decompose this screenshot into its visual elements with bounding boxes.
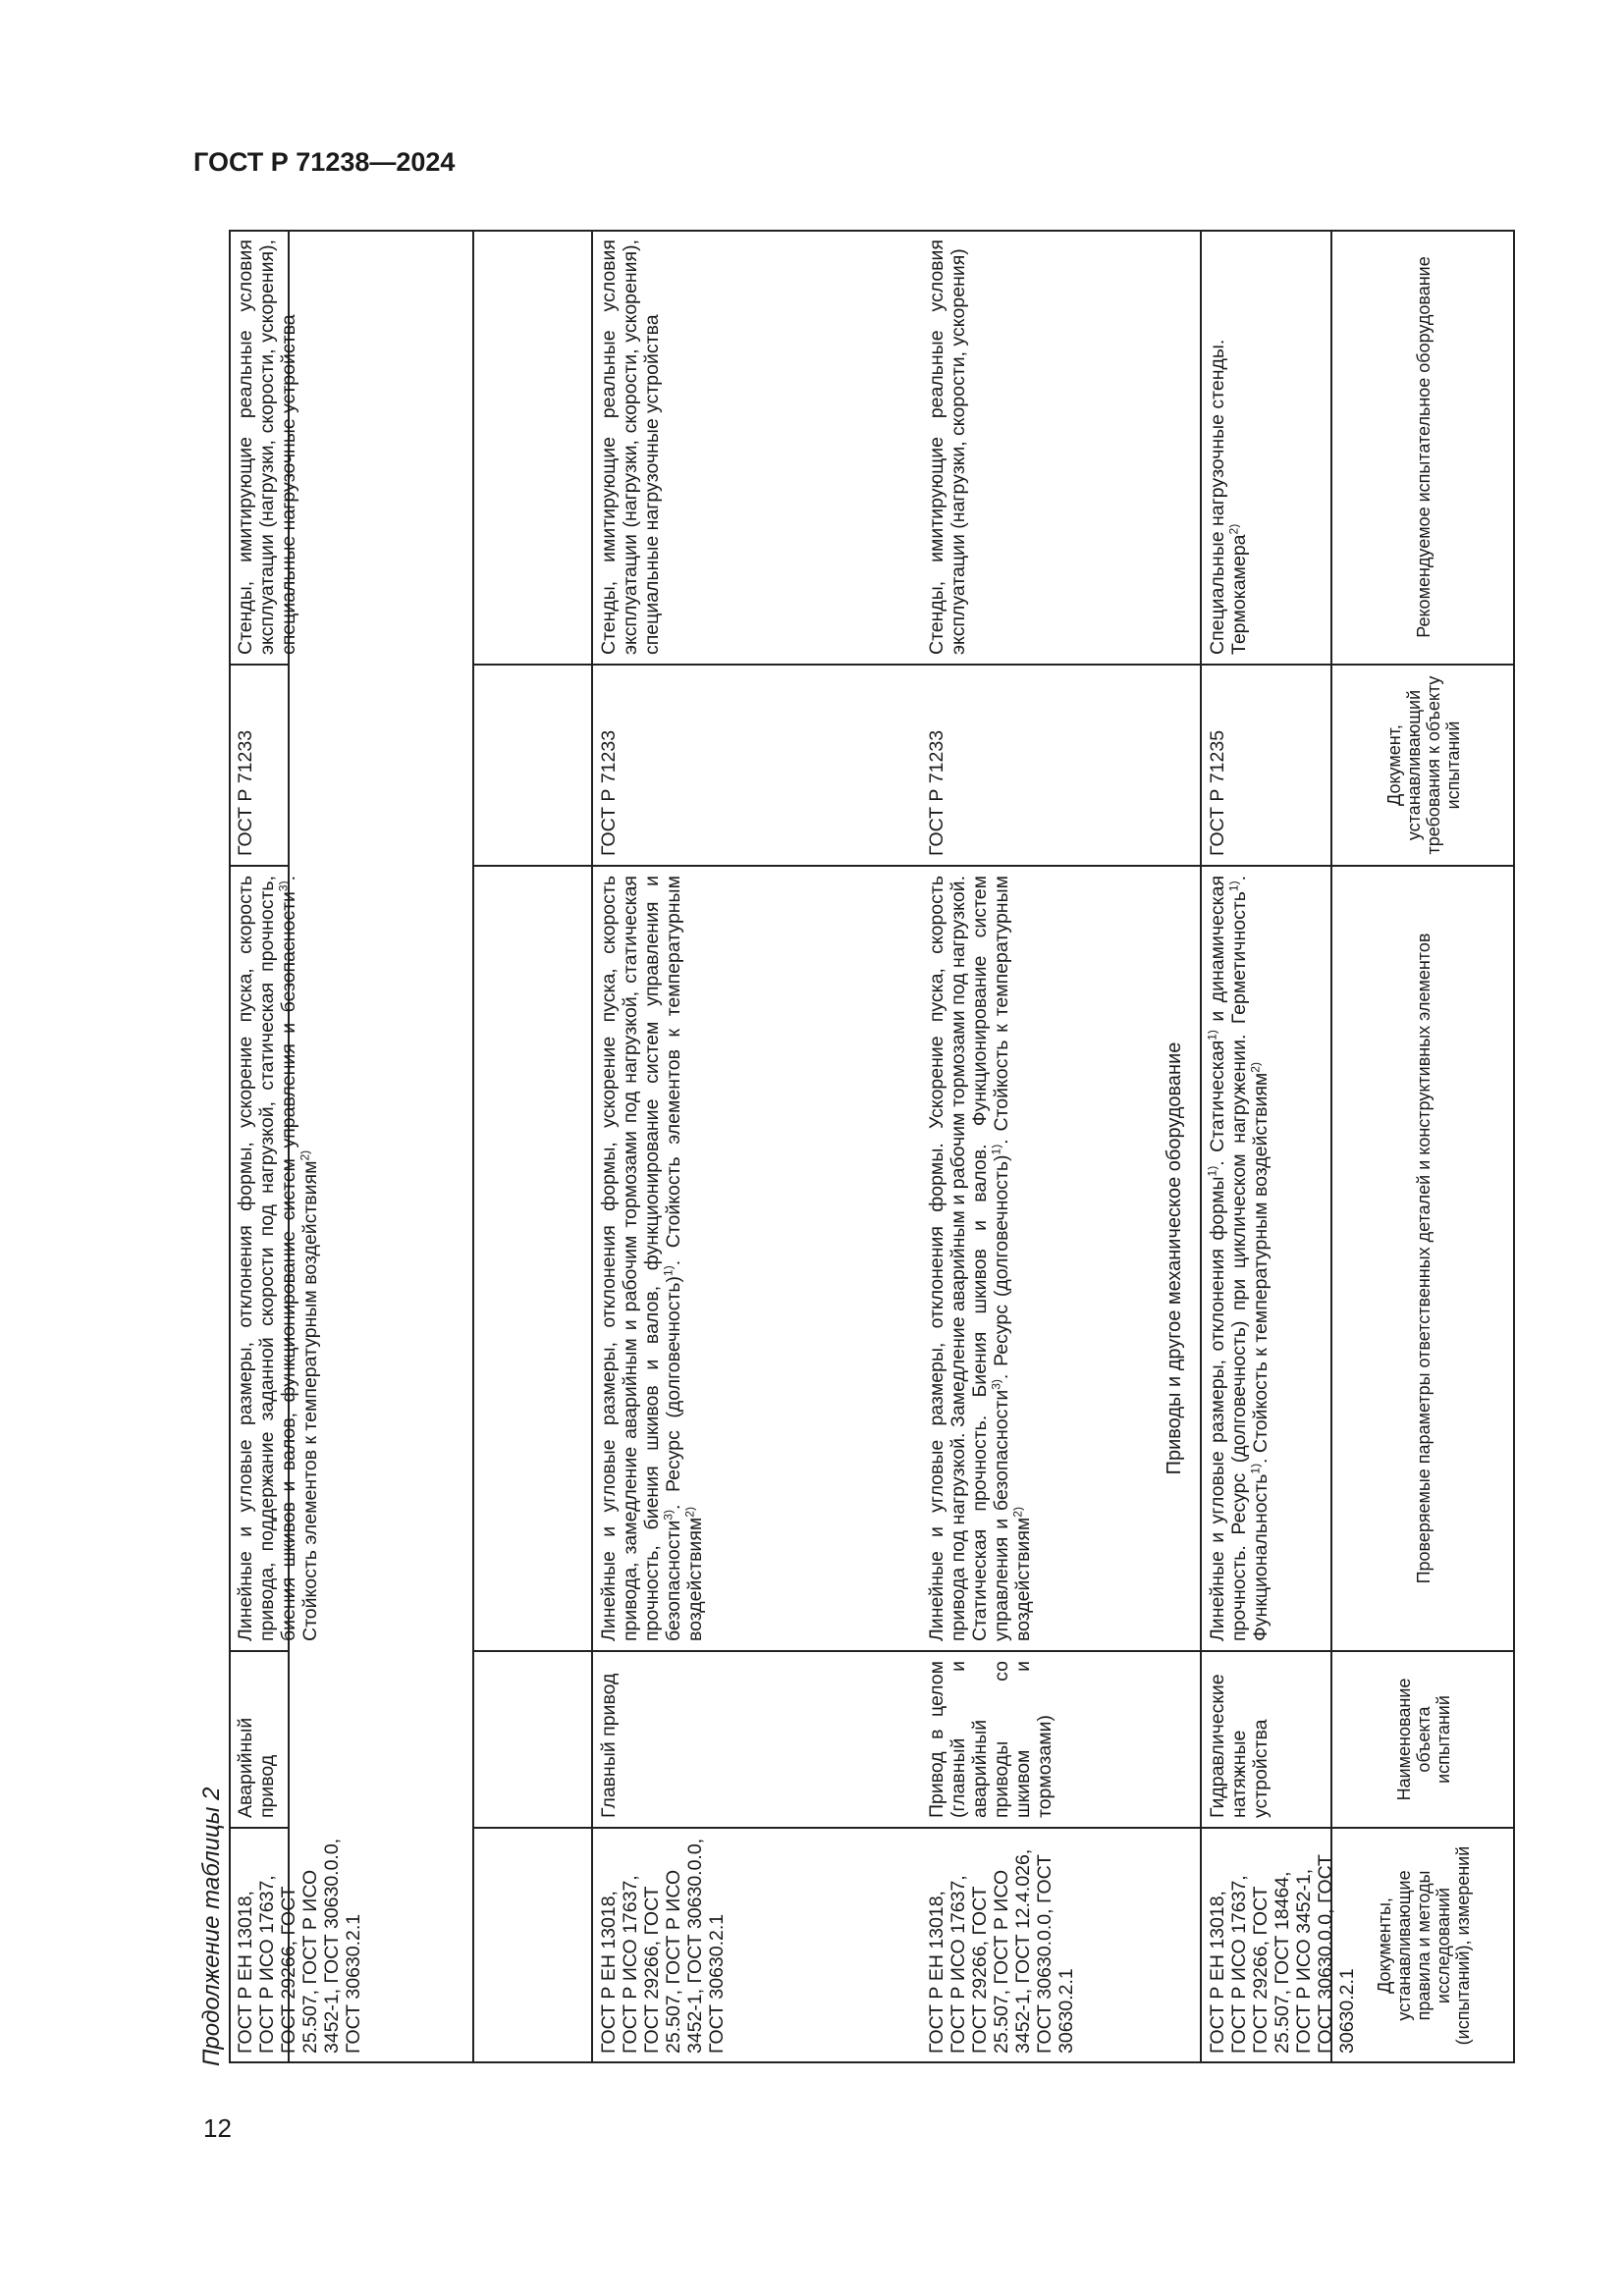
row2-object: Привод в целом (главный и аварийный приводы со шкивом и тормозами) <box>926 1661 1056 1818</box>
header-params-label: Проверяемые параметры ответственных деталей и конструктивных элементов <box>1413 933 1434 1584</box>
row2-docs: ГОСТ Р ЕН 13018, ГОСТ Р ИСО 17637, ГОСТ 29266, ГОСТ 25.507, ГОСТ Р ИСО 3452-1, ГОСТ 12.4.026, ГОСТ 30630.0.0, ГОСТ 30630.2.1 <box>926 1848 1077 2054</box>
table-caption: Продолжение таблицы 2 <box>198 1787 225 2066</box>
footnote-mark: 3) <box>276 881 291 892</box>
footnote-mark: 1) <box>1226 881 1241 892</box>
row2-equipment: Стенды, имитирующие реальные условия эксплуатации (нагрузки, скорости, ускорения) <box>926 240 969 655</box>
header-requirement-label: Документ, устанавливающий требования к объекту испытаний <box>1383 675 1463 855</box>
footnote-mark: 1) <box>1205 1030 1219 1041</box>
footnote-mark: 1) <box>989 1144 1003 1155</box>
header-params <box>1331 866 1515 1651</box>
row3-param-temperature: Стойкость элементов к температурным воздействиям <box>663 876 706 1641</box>
row1-equipment-chamber: Термокамера <box>1228 534 1250 655</box>
footnote-mark: 1) <box>661 1265 676 1276</box>
row1-param-dimensions: Линейные и угловые размеры, отклонения формы <box>1207 1176 1228 1641</box>
rotated-table <box>229 230 1515 2063</box>
row3-requirement: ГОСТ Р 71233 <box>598 729 620 856</box>
header-equipment-label: Рекомендуемое испытательное оборудование <box>1413 256 1434 638</box>
page-number: 12 <box>203 2113 232 2143</box>
row2-param-control: Функционирование систем управления и безопасности <box>969 876 1012 1641</box>
row4-equipment: Стенды, имитирующие реальные условия эксплуатации (нагрузки, скорости, ускорения), специальные нагрузочные устройства <box>235 240 299 655</box>
footnote-mark: 3) <box>989 1379 1003 1390</box>
header-requirement <box>1331 665 1515 866</box>
row2-param-dimensions: Линейные и угловые размеры, отклонения формы. <box>926 1143 947 1641</box>
row4-param-temperature: Стойкость элементов к температурным воздействиям <box>299 1160 321 1641</box>
row3-params: Линейные и угловые размеры, отклонения формы, ускорение пуска, скорость привода, замедление аварийным и рабочим тормозами под нагрузкой, статическая прочность, биения шкивов и валов, функционирование систем управления и безопасности$^{3)}$. Ресурс (долговечность)$^{1)}$. Стойкость элементов к температурным воздействиям$^{2)}$ <box>598 876 706 1641</box>
row3-object: Главный привод <box>598 1673 620 1818</box>
row1-param-resource: Ресурс (долговечность) при циклическом нагружении. <box>1228 1034 1250 1535</box>
row1-equipment-stands: Специальные нагрузочные стенды. <box>1207 339 1228 655</box>
header-object-label: Наименование объекта испытаний <box>1393 1678 1453 1801</box>
section-title: Приводы и другое механическое оборудование <box>1163 1041 1185 1475</box>
row1-param-tightness: Герметичность <box>1228 891 1250 1025</box>
row1-equipment <box>1201 230 1331 665</box>
row2-param-deceleration: Замедление аварийным и рабочим тормозами под нагрузкой. <box>947 876 969 1427</box>
row4-requirement: ГОСТ Р 71233 <box>235 729 256 856</box>
header-docs-label: Документы, устанавливающие правила и методы исследований (испытаний), измерений <box>1374 1845 1473 2046</box>
row1-docs: ГОСТ Р ЕН 13018, ГОСТ Р ИСО 17637, ГОСТ 29266, ГОСТ 25.507, ГОСТ 18464, ГОСТ Р ИСО 3452-1, ГОСТ 30630.0.0, ГОСТ 30630.2.1 <box>1207 1854 1358 2054</box>
header-equipment <box>1331 230 1515 665</box>
row4-object: Аварийный привод <box>235 1717 278 1818</box>
footnote-mark: 3) <box>661 1510 676 1521</box>
row1-object: Гидравлические натяжные устройства <box>1207 1674 1272 1818</box>
row3-param-resource: Ресурс (долговечность) <box>663 1275 684 1493</box>
row2-param-strength: Статическая прочность. <box>969 1415 991 1641</box>
row2-param-temperature: Стойкость к температурным воздействиям <box>991 876 1034 1641</box>
footnote-mark: 2) <box>1248 1062 1263 1073</box>
row4-docs: ГОСТ Р ЕН 13018, ГОСТ Р ИСО 17637, ГОСТ 29266, ГОСТ 25.507, ГОСТ Р ИСО 3452-1, ГОСТ 30630.0.0, ГОСТ 30630.2.1 <box>235 1838 364 2054</box>
row1-param-static: Статическая <box>1207 1040 1228 1152</box>
row2-param-runout: Биения шкивов и валов. <box>969 1144 991 1398</box>
row1-param-temperature: Стойкость к температурным воздействиям <box>1250 1072 1272 1454</box>
row2-param-resource: Ресурс (долговечность) <box>991 1154 1012 1366</box>
row2-params: Линейные и угловые размеры, отклонения формы. Ускорение пуска, скорость привода под нагрузкой. Замедление аварийным и рабочим тормозами под нагрузкой. Статическая прочность. Биения шкивов и валов. Функционирование систем управления и безопасности$^{3)}$. Ресурс (долговечность)$^{1)}$. Стойкость к температурным воздействиям$^{2)}$ <box>926 876 1034 1641</box>
row3-equipment: Стенды, имитирующие реальные условия эксплуатации (нагрузки, скорости, ускорения), специальные нагрузочные устройства <box>598 240 663 655</box>
footnote-mark: 2) <box>682 1507 697 1518</box>
footnote-mark: 2) <box>1010 1507 1025 1518</box>
row1-params: Линейные и угловые размеры, отклонения формы$^{1)}$. Статическая$^{1)}$ и динамическая прочность. Ресурс (долговечность) при циклическом нагружении. Герметичность$^{1)}$. Функциональность$^{1)}$. Стойкость к температурным воздействиям$^{2)}$ <box>1205 875 1272 1641</box>
row1-param-strength: и динамическая прочность. <box>1207 875 1250 1641</box>
footnote-mark: 2) <box>298 1149 312 1161</box>
row4-param-main: Линейные и угловые размеры, отклонения формы, ускорение пуска, скорость привода, поддержание заданной скорости под нагрузкой, статическая прочность, биения шкивов и валов, функционирование систем управления и безопасности <box>235 876 299 1641</box>
footnote-mark: 1) <box>1248 1463 1263 1474</box>
row4-params: Линейные и угловые размеры, отклонения формы, ускорение пуска, скорость привода, поддержание заданной скорости под нагрузкой, статическая прочность, биения шкивов и валов, функционирование систем управления и безопасности$^{3)}$. Стойкость элементов к температурным воздействиям$^{2)}$ <box>235 876 321 1641</box>
header-object <box>1331 1651 1515 1828</box>
row2-param-acceleration: Ускорение пуска, скорость привода под нагрузкой. <box>926 876 969 1641</box>
row3-param-main: Линейные и угловые размеры, отклонения формы, ускорение пуска, скорость привода, замедление аварийным и рабочим тормозами под нагрузкой, статическая прочность, биения шкивов и валов, функционирование систем управления и безопасности <box>598 876 684 1641</box>
row3-docs: ГОСТ Р ЕН 13018, ГОСТ Р ИСО 17637, ГОСТ 29266, ГОСТ 25.507, ГОСТ Р ИСО 3452-1, ГОСТ 30630.0.0, ГОСТ 30630.2.1 <box>598 1838 728 2054</box>
row1-param-functionality: Функциональность <box>1250 1473 1272 1641</box>
row2-requirement: ГОСТ Р 71233 <box>926 729 947 856</box>
footnote-mark: 2) <box>1226 523 1241 535</box>
document-code: ГОСТ Р 71238—2024 <box>193 147 456 177</box>
footnote-mark: 1) <box>1205 1165 1219 1177</box>
row1-requirement: ГОСТ Р 71235 <box>1207 729 1228 856</box>
header-docs <box>1331 1828 1515 2063</box>
